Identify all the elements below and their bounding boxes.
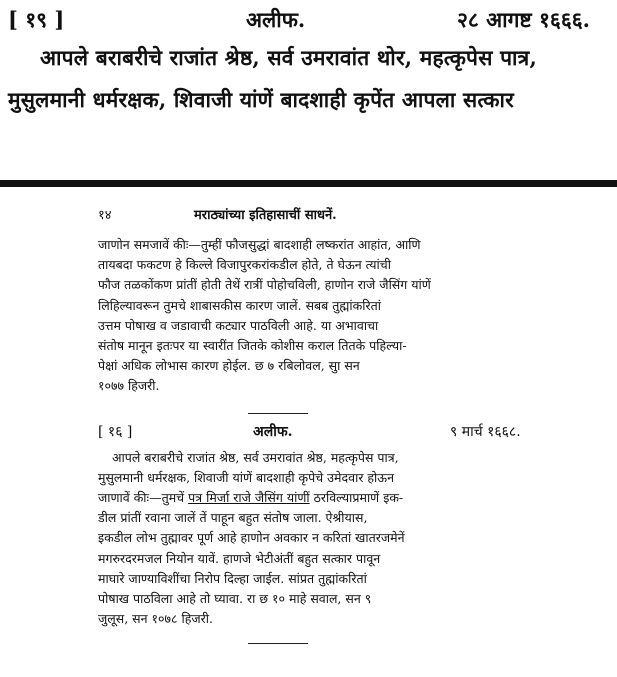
top-page-fragment <box>0 0 617 180</box>
letter-date: ९ मार्च १६६८. <box>450 423 521 440</box>
page-separator <box>0 180 617 187</box>
top-letter-number: [ १९ ] <box>8 7 65 32</box>
text-line: डील प्रांतीं रवाना जालें तें पाहून बहुत संतोष जाला. ऐश्रीयास, <box>98 510 368 526</box>
text-line: तायबदा फकटण हे किल्ले विजापुरकरांकडील होते, ते घेऊन त्यांची <box>98 257 391 273</box>
underlined-text: पत्र मिर्जा राजे जैसिंग यांणीं <box>188 490 310 506</box>
section-divider <box>248 413 308 414</box>
letter-paragraph-1 <box>98 235 578 397</box>
top-text-line: मुसुलमानी धर्मरक्षक, शिवाजी यांणें बादशाही कृपेंत आपला सत्कार <box>8 87 514 112</box>
top-letter-date: २८ आगष्ट १६६६. <box>456 7 590 32</box>
text-line: जाणोन समजावें कीः—तुम्हीं फौजसुद्धां बादशाही लष्करांत आहांत, आणि <box>98 237 421 252</box>
letter-paragraph-2 <box>98 448 578 630</box>
text-line <box>98 488 578 508</box>
section-divider <box>248 643 308 644</box>
text-line: १०७७ हिजरी. <box>98 378 160 394</box>
text-line: संतोष मानून इतःपर या स्वारींत जितके कोशीस कराल तितके पहिल्या- <box>98 338 407 354</box>
page-number: १४ <box>98 208 112 223</box>
lower-page <box>98 205 578 644</box>
text-line: पेक्षां अधिक लोभास कारण होईल. छ ७ रबिलोवल, सुा सन <box>98 358 360 374</box>
text-line: माघारे जाण्याविशींचा निरोप दिल्हा जाईल. सांप्रत तुह्मांकरितां <box>98 570 367 586</box>
letter-header <box>98 422 578 444</box>
text-line: मुसुलमानी धर्मरक्षक, शिवाजी यांणें बादशाही कृपेचे उमेदवार होऊन <box>98 469 395 485</box>
text-line: फौज तळकोंकण प्रांतीं होती तेथें रात्रीं पोहोचविली, हाणोन राजे जैसिंग यांणें <box>98 277 431 293</box>
running-title: मराठ्यांच्या इतिहासाचीं साधनें. <box>194 208 337 223</box>
top-letter-header <box>8 6 608 36</box>
text-line: जुलूस, सन १०७८ हिजरी. <box>98 611 213 627</box>
text-line: लिहिल्यावरून तुमचे शाबासकीस कारण जालें. सबब तुह्मांकरितां <box>98 297 381 313</box>
running-header <box>98 205 578 227</box>
text-line: इकडील लोभ तुह्मावर पूर्ण आहे हाणोन अवकार न करितां खातरजमेनें <box>98 530 405 546</box>
text-segment: ठरविल्याप्रमाणें इक- <box>309 490 404 506</box>
top-letter-title: अलीफ. <box>246 7 306 32</box>
letter-title: अलीफ. <box>253 423 293 440</box>
text-line: पोषाख पाठविला आहे तो घ्यावा. रा छ १० माहे सवाल, सन ९ <box>98 591 372 607</box>
top-text-line: आपले बराबरीचे राजांत श्रेष्ठ, सर्व उमरावांत थोर, महत्कृपेस पात्र, <box>40 45 537 70</box>
text-segment: जाणावें कीः—तुमचें <box>98 490 185 506</box>
text-line: उत्तम पोषाख व जडावाची कट्यार पाठविली आहे. या अभावाचा <box>98 317 379 333</box>
letter-number: [ १६ ] <box>98 423 133 440</box>
text-line: आपले बराबरीचे राजांत श्रेष्ठ, सर्व उमरावांत श्रेष्ठ, महत्कृपेस पात्र, <box>112 449 399 465</box>
text-line: मगरुरदरमजल नियोन यावें. हाणजे भेटीअंतीं बहुत सत्कार पावून <box>98 550 381 566</box>
